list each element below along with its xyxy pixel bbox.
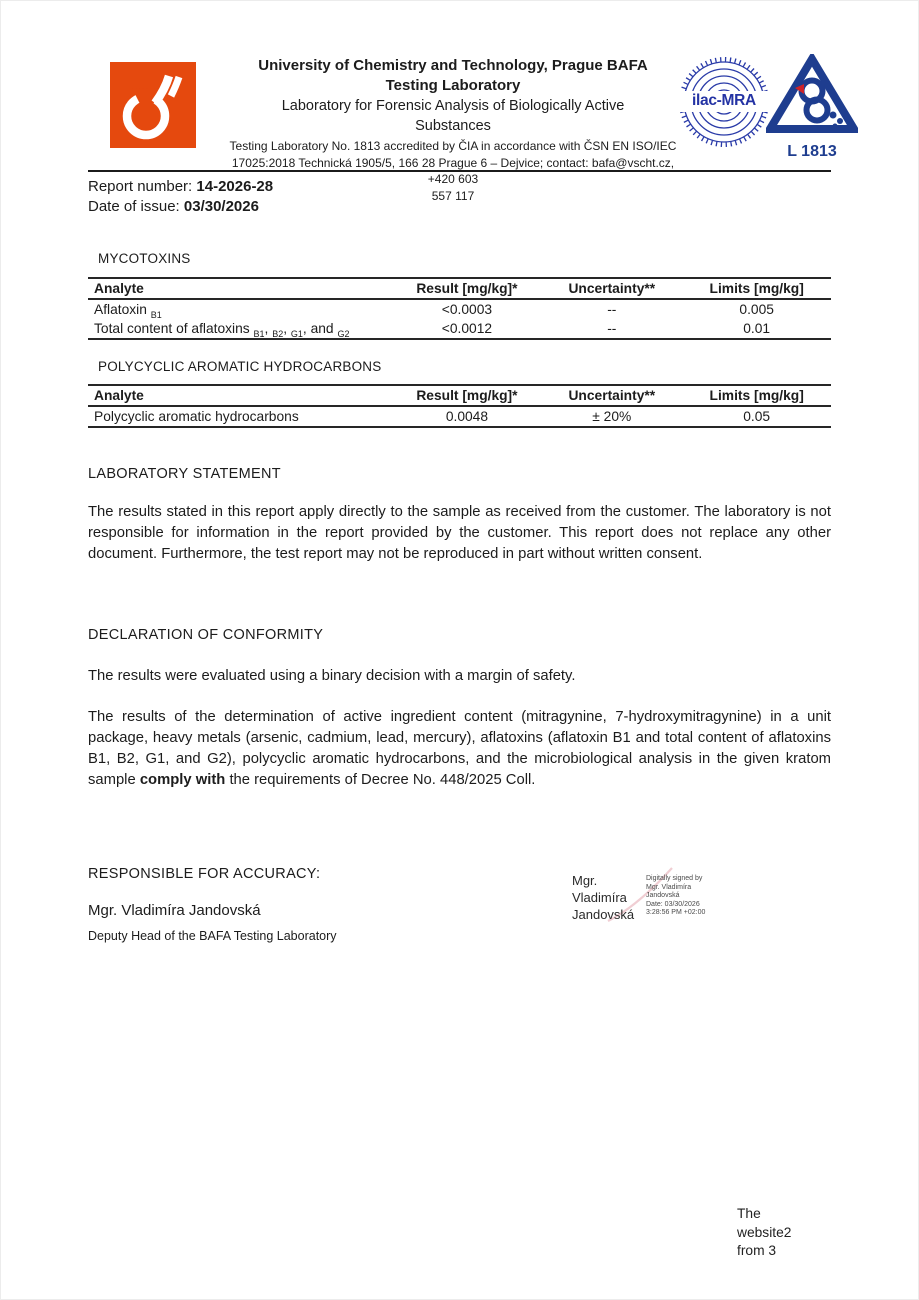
table-row — [88, 319, 831, 339]
column-header: Analyte — [94, 281, 144, 296]
uct-prague-logo — [110, 62, 196, 148]
declaration-paragraph-1: The results were evaluated using a binary decision with a margin of safety. — [88, 668, 576, 684]
signature-detail-line: 3:28:56 PM +02:00 — [646, 909, 706, 917]
page-footer — [737, 1205, 791, 1261]
date-of-issue-value: 03/30/2026 — [183, 198, 259, 215]
table-header — [88, 385, 831, 406]
footer-line: website2 — [737, 1224, 792, 1240]
org-title-line1: University of Chemistry and Technology, Prague BAFA — [258, 57, 648, 74]
value-cell: <0.0012 — [441, 321, 493, 336]
signature-detail-line: Mgr. Vladimíra — [646, 883, 692, 891]
signatory-name: Mgr. Vladimíra Jandovská — [88, 902, 261, 919]
value-cell: <0.0003 — [441, 302, 493, 317]
column-header: Result [mg/kg]* — [416, 281, 518, 296]
ilac-mra-logo — [680, 56, 768, 148]
section-title-pah: POLYCYCLIC AROMATIC HYDROCARBONS — [98, 359, 382, 374]
flask-icon — [110, 62, 196, 148]
table-row — [88, 406, 831, 427]
column-header: Uncertainty** — [568, 388, 656, 403]
signature-name-line: Vladimíra — [572, 890, 627, 905]
footer-line: The — [737, 1206, 761, 1221]
accreditation-phone-tail: 557 117 — [431, 188, 475, 203]
report-number-value: 14-2026-28 — [196, 178, 274, 195]
ilac-mra-label: ilac-MRA — [692, 92, 756, 109]
value-cell: 0.05 — [743, 409, 771, 424]
value-cell: 0.005 — [739, 302, 774, 317]
signature-detail-line: Jandovská — [646, 892, 680, 900]
accreditation-line: Testing Laboratory No. 1813 accredited by ČIA in accordance with ČSN EN ISO/IEC 17025:2018 Technická 1905/5, 166 28 Prague 6 – Dejvice; contact: bafa@vscht.cz, +420 603 — [229, 139, 677, 186]
table-row — [88, 299, 831, 319]
column-header: Uncertainty** — [568, 281, 656, 296]
column-header: Result [mg/kg]* — [416, 388, 518, 403]
value-cell: 0.0048 — [445, 409, 489, 424]
date-of-issue — [88, 197, 259, 217]
accreditation-triangle-icon — [766, 54, 858, 136]
column-header: Limits [mg/kg] — [709, 281, 804, 296]
signature-detail-line: Date: 03/30/2026 — [646, 900, 700, 908]
value-cell: -- — [607, 321, 617, 336]
header-divider — [88, 170, 831, 172]
declaration-heading: DECLARATION OF CONFORMITY — [88, 627, 324, 643]
analyte-cell: Polycyclic aromatic hydrocarbons — [94, 409, 299, 424]
analyte-cell: Aflatoxin $_{B1}$ — [94, 302, 162, 319]
date-of-issue-label: Date of issue: — [88, 198, 184, 215]
responsible-heading: RESPONSIBLE FOR ACCURACY: — [88, 866, 321, 882]
footer-line: from 3 — [737, 1243, 777, 1258]
table-header — [88, 278, 831, 299]
cia-accreditation-logo — [766, 54, 858, 161]
signature-name-line: Mgr. — [572, 873, 598, 888]
laboratory-statement-body: The results stated in this report apply directly to the sample as received from the customer. The laboratory is not responsible for information in the report provided by the customer. This report does not replace any other document. Furthermore, the test report may not be reproduced in part without written consent. — [88, 504, 831, 562]
declaration-paragraph-2: The results of the determination of active ingredient content (mitragynine, 7-hydroxymitragynine) in a unit package, heavy metals (arsenic, cadmium, lead, mercury), aflatoxins (aflatoxin B1 and total content of aflatoxins B1, B2, G1, and G2), polycyclic aromatic hydrocarbons, and the microbiological analysis in the given kratom sample comply with the requirements of Decree No. 448/2025 Coll. — [88, 709, 831, 788]
report-number-label: Report number: — [88, 178, 197, 195]
org-title-line2: Testing Laboratory — [385, 77, 521, 94]
analyte-cell: Total content of aflatoxins $_{B1}$, $_{B2}$, $_{G1}$, and $_{G2}$ — [94, 321, 350, 339]
column-header: Analyte — [94, 388, 144, 403]
column-header: Limits [mg/kg] — [709, 388, 804, 403]
lab-name: Laboratory for Forensic Analysis of Biologically Active Substances — [281, 98, 625, 134]
value-cell: -- — [607, 302, 617, 317]
cia-accreditation-number: L 1813 — [787, 143, 837, 160]
laboratory-statement-heading: LABORATORY STATEMENT — [88, 466, 281, 482]
section-title-mycotoxins: MYCOTOXINS — [98, 251, 191, 266]
pah-table — [88, 384, 831, 428]
report-number — [88, 177, 273, 197]
mycotoxins-table — [88, 277, 831, 340]
digital-signature — [572, 872, 722, 923]
signatory-title: Deputy Head of the BAFA Testing Laboratory — [88, 929, 337, 943]
signature-detail-line: Digitally signed by — [646, 875, 703, 882]
value-cell: 0.01 — [743, 321, 771, 336]
digital-signature-details — [646, 875, 722, 918]
table-body — [88, 299, 831, 339]
signature-name-line: Jandovská — [572, 907, 635, 922]
value-cell: ± 20% — [592, 409, 632, 424]
digital-signature-name — [572, 872, 636, 923]
table-body — [88, 406, 831, 427]
